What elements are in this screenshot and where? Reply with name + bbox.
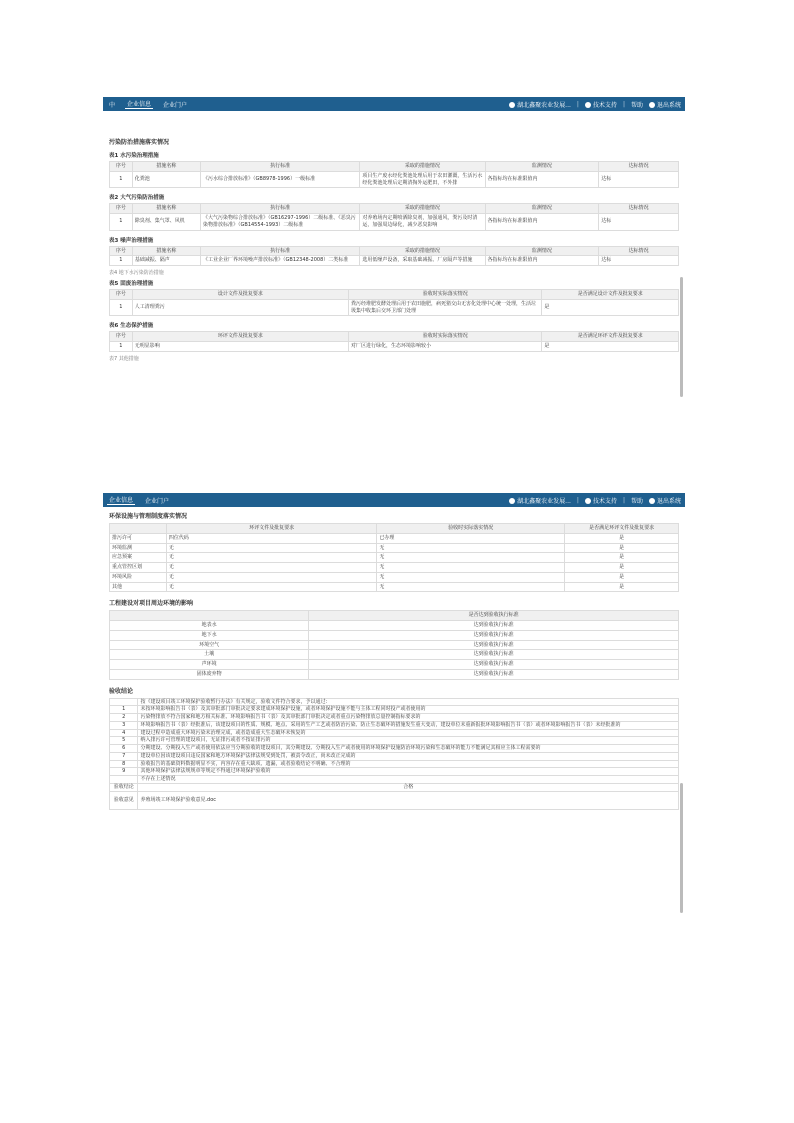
conclusion-title: 验收结论 bbox=[109, 687, 134, 695]
cell: 达到验收执行标准 bbox=[309, 630, 679, 640]
cell: 人工清理粪污 bbox=[132, 299, 348, 316]
water-treatment-table bbox=[109, 161, 679, 188]
cell: 达到验收执行标准 bbox=[309, 640, 679, 650]
table-row bbox=[110, 650, 679, 660]
cell: 是 bbox=[565, 582, 679, 592]
logout-link[interactable] bbox=[649, 496, 681, 505]
item-text: 未按环境影响报告书（表）及其审批部门审批决定要求建成环境保护设施，或者环境保护设施不能与主体工程同时投产或者使用的 bbox=[138, 706, 679, 714]
col-header: 达标情况 bbox=[599, 246, 679, 256]
cell: 无 bbox=[166, 572, 377, 582]
logout-icon bbox=[649, 498, 655, 504]
item-text: 其他环境保护法律法规规章等规定不得通过环境保护验收的 bbox=[138, 768, 679, 776]
logout-icon bbox=[649, 102, 655, 108]
management-table bbox=[109, 523, 679, 592]
col-header: 序号 bbox=[110, 246, 133, 256]
table-row bbox=[110, 660, 679, 670]
item-text: 污染物排放不符合国家和地方相关标准、环境影响报告书（表）及其审批部门审批决定或者重点污染物排放总量控制指标要求的 bbox=[138, 714, 679, 722]
cell: 化粪池 bbox=[132, 171, 200, 188]
col-header: 验收时实际落实情况 bbox=[348, 332, 541, 342]
cell: 1 bbox=[110, 214, 133, 231]
col-header: 环评文件及批复要求 bbox=[132, 332, 348, 342]
cell bbox=[110, 698, 138, 706]
col-header: 环评文件及批复要求 bbox=[166, 524, 377, 534]
screenshot-lower bbox=[103, 493, 685, 923]
col-header: 执行标准 bbox=[201, 246, 360, 256]
item-number: 2 bbox=[110, 714, 138, 722]
table-row bbox=[110, 543, 679, 553]
cell: 项目生产废水经化粪池处理后用于农田灌溉，生活污水经化粪池处理后定期清掏外运肥田，不外排 bbox=[360, 171, 485, 188]
table-row bbox=[110, 299, 679, 316]
col-header: 是否满足环评文件及批复要求 bbox=[542, 332, 679, 342]
cell: 是 bbox=[565, 563, 679, 573]
col-header: 设计文件及批复要求 bbox=[132, 290, 348, 300]
col-header: 监测情况 bbox=[485, 246, 599, 256]
col-header: 验收时实际落实情况 bbox=[377, 524, 565, 534]
item-number: 7 bbox=[110, 752, 138, 760]
divider: | bbox=[576, 100, 579, 108]
item-text: 验收报告的基础资料数据明显不实，内容存在重大缺项、遗漏，或者验收结论不明确、不合理的 bbox=[138, 760, 679, 768]
table2-title: 表2 大气污染防治措施 bbox=[109, 195, 165, 202]
user-menu[interactable] bbox=[509, 100, 571, 109]
cell: 达到验收执行标准 bbox=[309, 669, 679, 679]
section-title: 环保设施与管理制度落实情况 bbox=[109, 513, 188, 520]
cell: 达标 bbox=[599, 171, 679, 188]
cell: 《污水综合排放标准》（GB8978-1996）一级标准 bbox=[201, 171, 360, 188]
impact-table bbox=[109, 610, 679, 679]
impact-title: 工程建设对项目周边环境的影响 bbox=[109, 600, 194, 608]
top-navbar bbox=[103, 97, 685, 111]
cell: 达到验收执行标准 bbox=[309, 650, 679, 660]
list-item bbox=[110, 737, 679, 745]
item-number bbox=[110, 776, 138, 784]
tab-enterprise-portal[interactable]: 企业门户 bbox=[145, 497, 170, 505]
cell: 1 bbox=[110, 342, 133, 352]
col-header: 监测情况 bbox=[485, 204, 599, 214]
result-label: 验收结论 bbox=[110, 783, 138, 791]
cell: 重点管控区划 bbox=[110, 563, 167, 573]
col-header bbox=[110, 524, 167, 534]
cell: 《工业企业厂界环境噪声排放标准》（GB12348-2008）二类标准 bbox=[201, 256, 360, 266]
cell: 1 bbox=[110, 299, 133, 316]
table4-title: 表4 地下水污染防治措施 bbox=[109, 270, 164, 276]
cell: 地表水 bbox=[110, 621, 309, 631]
col-header: 序号 bbox=[110, 162, 133, 172]
col-header bbox=[110, 611, 309, 621]
cell: 达标 bbox=[599, 214, 679, 231]
cell: 其他 bbox=[110, 582, 167, 592]
tech-support-link[interactable] bbox=[585, 100, 617, 109]
col-header: 是否满足设计文件及批复要求 bbox=[542, 290, 679, 300]
col-header: 执行标准 bbox=[201, 162, 360, 172]
table-row bbox=[110, 553, 679, 563]
cell: 1 bbox=[110, 171, 133, 188]
cell: 基础减振、隔声 bbox=[132, 256, 200, 266]
table1-title: 表1 水污染治理措施 bbox=[109, 153, 159, 159]
table-row bbox=[110, 214, 679, 231]
list-item bbox=[110, 721, 679, 729]
item-text: 分期建设、分期投入生产或者使用依法应当分期验收的建设项目，其分期建设、分期投入生产或者使用的环境保护设施防治环境污染和生态破坏的能力不能满足其相应主体工程需要的 bbox=[138, 745, 679, 753]
item-text: 纳入排污许可管理的建设项目，无证排污或者不按证排污的 bbox=[138, 737, 679, 745]
col-header: 采取的措施情况 bbox=[360, 246, 485, 256]
cell: 各指标均在标准限值内 bbox=[485, 214, 599, 231]
table-row bbox=[110, 171, 679, 188]
list-item bbox=[110, 768, 679, 776]
item-number: 6 bbox=[110, 745, 138, 753]
attachment-label: 验收意见 bbox=[110, 791, 138, 809]
col-header: 措施名称 bbox=[132, 246, 200, 256]
col-header: 措施名称 bbox=[132, 204, 200, 214]
cell: 达到验收执行标准 bbox=[309, 621, 679, 631]
list-item bbox=[110, 752, 679, 760]
table-row bbox=[110, 783, 679, 791]
help-link[interactable]: 帮助 bbox=[630, 101, 643, 109]
cell: 选用低噪声设备，采取基础减振、厂房隔声等措施 bbox=[360, 256, 485, 266]
table7-title: 表7 其他措施 bbox=[109, 355, 139, 362]
result-value: 合格 bbox=[138, 783, 679, 791]
list-item bbox=[110, 760, 679, 768]
table-row bbox=[110, 582, 679, 592]
cell: 粪污经堆肥发酵处理后用于农田施肥，病死猪交由无害化处理中心统一处理，生活垃圾集中收集后交环卫部门处理 bbox=[348, 299, 541, 316]
list-item bbox=[110, 706, 679, 714]
col-header: 监测情况 bbox=[485, 162, 599, 172]
col-header: 措施名称 bbox=[132, 162, 200, 172]
cell: 无 bbox=[166, 543, 377, 553]
cell: 达标 bbox=[599, 256, 679, 266]
item-number: 9 bbox=[110, 768, 138, 776]
cell: 环境风险 bbox=[110, 572, 167, 582]
cell: 无 bbox=[377, 572, 565, 582]
ecology-table bbox=[109, 331, 679, 352]
item-number: 5 bbox=[110, 737, 138, 745]
user-icon bbox=[509, 498, 515, 504]
table-row bbox=[110, 669, 679, 679]
support-icon bbox=[585, 102, 591, 108]
top-navbar bbox=[103, 493, 685, 507]
cell: 已办理 bbox=[377, 533, 565, 543]
tab-enterprise-info[interactable]: 企业信息 bbox=[109, 497, 134, 504]
cell: 对养殖场内定期喷洒除臭剂，加强通风，粪污及时清运，加强周边绿化，减少恶臭影响 bbox=[360, 214, 485, 231]
item-text: 建设过程中造成重大环境污染未治理完成，或者造成重大生态破坏未恢复的 bbox=[138, 729, 679, 737]
cell: 是 bbox=[565, 553, 679, 563]
cell: 排污许可 bbox=[110, 533, 167, 543]
cell: 《大气污染物综合排放标准》（GB16297-1996）二级标准、《恶臭污染物排放标准》（GB14554-1993）二级标准 bbox=[201, 214, 360, 231]
list-item bbox=[110, 776, 679, 784]
col-header: 序号 bbox=[110, 204, 133, 214]
user-name: 湖北鑫聚农业发展... bbox=[517, 101, 571, 109]
cell: 是 bbox=[542, 299, 679, 316]
table-row bbox=[110, 342, 679, 352]
tab-enterprise-portal[interactable]: 企业门户 bbox=[163, 101, 188, 109]
divider: | bbox=[622, 496, 625, 504]
cell: 是 bbox=[542, 342, 679, 352]
help-link[interactable]: 帮助 bbox=[630, 497, 643, 505]
scrollbar[interactable] bbox=[680, 783, 683, 913]
noise-treatment-table bbox=[109, 246, 679, 267]
col-header: 序号 bbox=[110, 290, 133, 300]
cell: 无 bbox=[166, 553, 377, 563]
cell: 无 bbox=[377, 553, 565, 563]
col-header: 验收时实际落实情况 bbox=[348, 290, 541, 300]
cell: 是 bbox=[565, 572, 679, 582]
nav-prefix: 中 bbox=[109, 101, 116, 109]
support-icon bbox=[585, 498, 591, 504]
col-header: 达标情况 bbox=[599, 162, 679, 172]
col-header: 达标情况 bbox=[599, 204, 679, 214]
cell: 声环境 bbox=[110, 660, 309, 670]
col-header: 采取的措施情况 bbox=[360, 204, 485, 214]
table-row bbox=[110, 256, 679, 266]
logout-label: 退出系统 bbox=[656, 101, 681, 109]
item-text: 不存在上述情况 bbox=[138, 776, 679, 784]
col-header: 是否满足环评文件及批复要求 bbox=[565, 524, 679, 534]
tech-support-label: 技术支持 bbox=[592, 101, 617, 109]
col-header: 执行标准 bbox=[201, 204, 360, 214]
air-treatment-table bbox=[109, 203, 679, 230]
user-name: 湖北鑫聚农业发展... bbox=[517, 497, 571, 505]
table-row bbox=[110, 640, 679, 650]
divider: | bbox=[576, 496, 579, 504]
table-row bbox=[110, 621, 679, 631]
list-item bbox=[110, 714, 679, 722]
divider: | bbox=[622, 100, 625, 108]
cell: 固体废弃物 bbox=[110, 669, 309, 679]
cell: 无 bbox=[377, 543, 565, 553]
col-header: 序号 bbox=[110, 332, 133, 342]
cell: 各指标均在标准限值内 bbox=[485, 256, 599, 266]
cell: 应急预案 bbox=[110, 553, 167, 563]
tab-enterprise-info[interactable]: 企业信息 bbox=[127, 101, 152, 108]
table-row bbox=[110, 698, 679, 706]
cell: 各指标均在标准限值内 bbox=[485, 171, 599, 188]
user-icon bbox=[509, 102, 515, 108]
cell: 环境监测 bbox=[110, 543, 167, 553]
cell: 无 bbox=[166, 563, 377, 573]
cell: 除臭剂、集气罩、风机 bbox=[132, 214, 200, 231]
logout-link[interactable] bbox=[649, 100, 681, 109]
table-row bbox=[110, 791, 679, 809]
table-row bbox=[110, 533, 679, 543]
item-number: 3 bbox=[110, 721, 138, 729]
cell: 1 bbox=[110, 256, 133, 266]
col-header: 是否达到验收执行标准 bbox=[309, 611, 679, 621]
cell: 环境空气 bbox=[110, 640, 309, 650]
cell: 达到验收执行标准 bbox=[309, 660, 679, 670]
section-title: 污染防治措施落实情况 bbox=[109, 139, 170, 146]
cell: 无明显影响 bbox=[132, 342, 348, 352]
item-number: 8 bbox=[110, 760, 138, 768]
attachment-link[interactable]: 养殖场竣工环境保护验收意见.doc bbox=[138, 791, 679, 809]
cell: 土壤 bbox=[110, 650, 309, 660]
col-header: 采取的措施情况 bbox=[360, 162, 485, 172]
cell: 对厂区进行绿化，生态环境影响较小 bbox=[348, 342, 541, 352]
item-text: 环境影响报告书（表）经批准后，该建设项目的性质、规模、地点、采用的生产工艺或者防治污染、防止生态破坏的措施发生重大变动，建设单位未重新报批环境影响报告书（表）或者环境影响报告书（表）未经批准的 bbox=[138, 721, 679, 729]
table6-title: 表6 生态保护措施 bbox=[109, 323, 154, 330]
table-row bbox=[110, 630, 679, 640]
list-item bbox=[110, 745, 679, 753]
cell: 四位代码 bbox=[166, 533, 377, 543]
conclusion-intro: 按《建设项目竣工环境保护验收暂行办法》有关规定，验收文件符合要求，予以通过： bbox=[138, 698, 679, 706]
table-row bbox=[110, 563, 679, 573]
scrollbar[interactable] bbox=[680, 277, 683, 397]
item-text: 建设单位因该建设项目违反国家和地方环境保护法律法规受到处罚，被责令改正，尚未改正完成的 bbox=[138, 752, 679, 760]
table-row bbox=[110, 572, 679, 582]
conclusion-table bbox=[109, 698, 679, 810]
user-menu[interactable] bbox=[509, 496, 571, 505]
cell: 无 bbox=[377, 582, 565, 592]
cell: 是 bbox=[565, 543, 679, 553]
item-number: 1 bbox=[110, 706, 138, 714]
cell: 无 bbox=[166, 582, 377, 592]
list-item bbox=[110, 729, 679, 737]
item-number: 4 bbox=[110, 729, 138, 737]
table3-title: 表3 噪声治理措施 bbox=[109, 237, 154, 244]
tech-support-link[interactable] bbox=[585, 496, 617, 505]
tech-support-label: 技术支持 bbox=[592, 497, 617, 505]
logout-label: 退出系统 bbox=[656, 497, 681, 505]
cell: 地下水 bbox=[110, 630, 309, 640]
table5-title: 表5 固废治理措施 bbox=[109, 281, 154, 287]
solid-waste-table bbox=[109, 289, 679, 316]
cell: 是 bbox=[565, 533, 679, 543]
cell: 无 bbox=[377, 563, 565, 573]
screenshot-upper bbox=[103, 97, 685, 474]
